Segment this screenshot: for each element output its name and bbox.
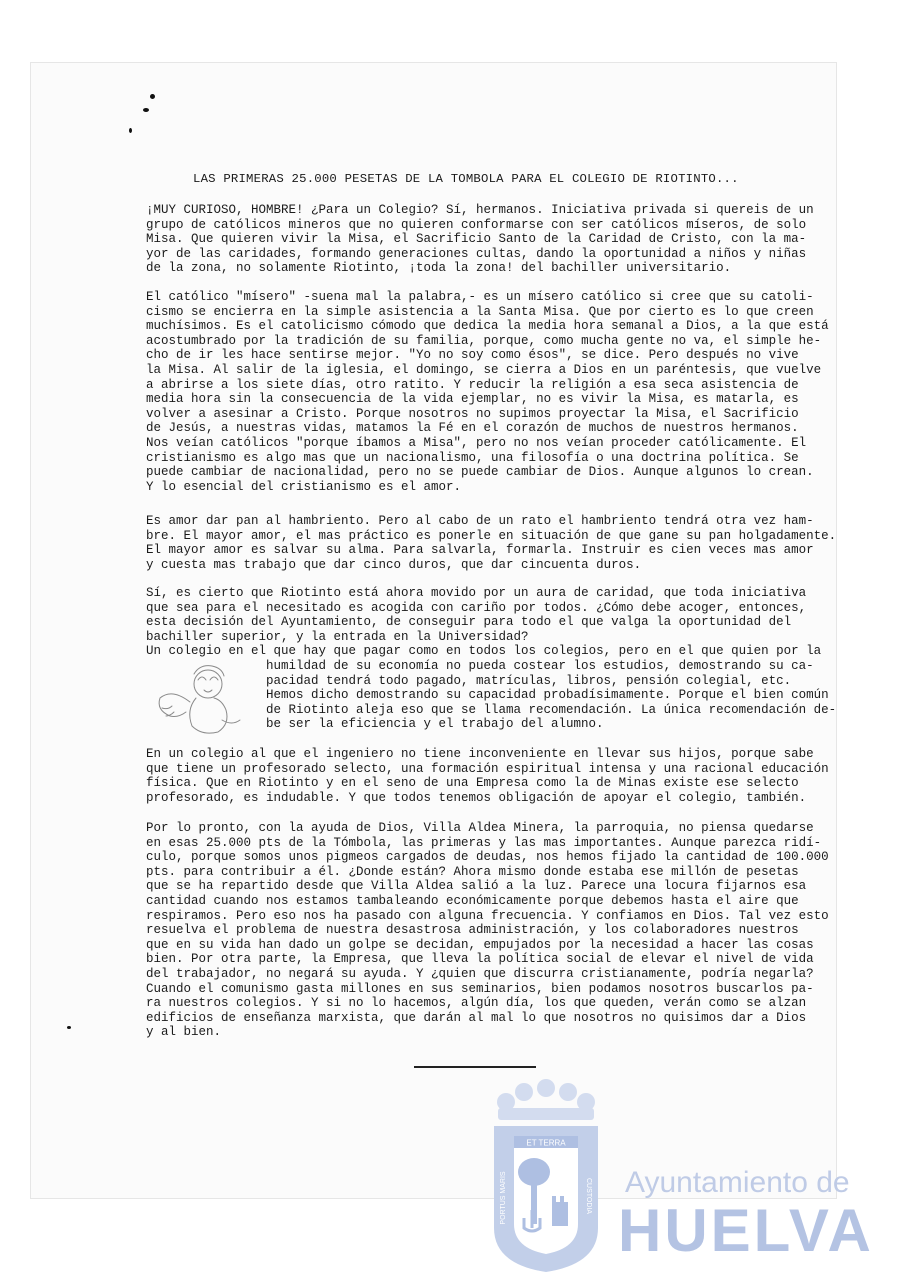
text-line: y al bien. — [146, 1025, 222, 1040]
text-line: del trabajador, no negará su ayuda. Y ¿quien que discurra cristianamente, podría negarla? — [146, 966, 814, 981]
text-line: profesorado, es indudable. Y que todos tenemos obligación de apoyar el colegio, también. — [146, 790, 807, 805]
text-line: pts. para contribuir a él. ¿Donde están? Ahora mismo donde estaba ese millón de pesetas — [146, 864, 799, 879]
text-line: ¡MUY CURIOSO, HOMBRE! ¿Para un Colegio? Sí, hermanos. Iniciativa privada si quereis de un — [146, 203, 814, 217]
text-line: Sí, es cierto que Riotinto está ahora movido por un aura de caridad, que toda iniciativa — [146, 586, 807, 600]
text-line: Cuando el comunismo gasta millones en sus seminarios, bien podamos nosotros buscarlos pa- — [146, 981, 814, 996]
text-line: pacidad tendrá todo pagado, matrículas, libros, pensión colegial, etc. — [266, 673, 792, 688]
text-line: que se ha repartido desde que Villa Aldea salió a la luz. Parece una locura fijarnos esa — [146, 879, 807, 894]
text-line: respiramos. Pero eso nos ha pasado con alguna frecuencia. Y confiamos en Dios. Tal vez esto — [146, 908, 829, 923]
text-line: Y lo esencial del cristianismo es el amor. — [146, 479, 462, 494]
text-line: de la zona, no solamente Riotinto, ¡toda la zona! del bachiller universitario. — [146, 261, 732, 276]
text-line: grupo de católicos mineros que no quieren conformarse con ser católicos míseros, de solo — [146, 217, 807, 232]
text-line: volver a asesinar a Cristo. Porque nosotros no supimos proyectar la Misa, el Sacrificio — [146, 406, 799, 421]
text-line: puede cambiar de nacionalidad, pero no se puede cambiar de Dios. Aunque algunos lo crean. — [146, 465, 814, 480]
text-line: ra nuestros colegios. Y si no lo hacemos, algún día, los que queden, verán como se alzan — [146, 996, 807, 1011]
text-line: cismo se encierra en la simple asistencia a la Santa Misa. Que por cierto es lo que creen — [146, 304, 814, 319]
paragraph — [146, 203, 826, 276]
text-line: En un colegio al que el ingeniero no tiene inconveniente en llevar sus hijos, porque sabe — [146, 747, 814, 761]
paragraph — [146, 586, 826, 659]
motto-text: ET TERRA — [526, 1138, 566, 1148]
text-line: resuelva el problema de nuestra desastrosa administración, y los colaboradores nuestros — [146, 923, 799, 938]
text-line: de Jesús, a nuestras vidas, matamos la Fé en el corazón de muchos de nuestros hermanos. — [146, 421, 799, 436]
text-line: esta decisión del Ayuntamiento, de conseguir para todo el que valga la oportunidad del — [146, 615, 792, 630]
cherub-drawing-icon — [150, 660, 260, 740]
text-line: be ser la eficiencia y el trabajo del alumno. — [266, 717, 604, 732]
text-line: bre. El mayor amor, el mas práctico es ponerle en situación de que gane su pan holgadamente. — [146, 528, 837, 543]
text-line: edificios de enseñanza marxista, que darán al mal lo que nosotros no quisimos dar a Dios — [146, 1010, 807, 1025]
text-line: en esas 25.000 pts de la Tómbola, las primeras y las mas importantes. Aunque parezca ridí- — [146, 835, 822, 850]
paragraph — [146, 747, 829, 805]
text-line: de Riotinto aleja eso que se llama recomendación. La única recomendación de- — [266, 702, 837, 717]
text-line: física. Que en Riotinto y en el seno de una Empresa como la de Minas existe ese selecto — [146, 776, 799, 791]
text-line: media hora sin la consecuencia de la vida ejemplar, no es vivir la Misa, es matarla, es — [146, 392, 799, 407]
text-line: Es amor dar pan al hambriento. Pero al cabo de un rato el hambriento tendrá otra vez ham- — [146, 514, 814, 528]
text-line: humildad de su economía no pueda costear los estudios, demostrando su ca- — [266, 659, 814, 673]
text-line: cho de ir les hace sentirse mejor. "Yo no soy como ésos", se dice. Pero después no vive — [146, 348, 799, 363]
text-line: muchísimos. Es el catolicismo cómodo que dedica la media hora semanal a Dios, a la que está — [146, 319, 829, 334]
text-line: El mayor amor es salvar su alma. Para salvarla, formarla. Instruir es cien veces mas amor — [146, 543, 814, 558]
paragraph — [146, 821, 829, 1040]
closing-rule — [414, 1066, 536, 1068]
left-band-text: PORTUS MARIS — [500, 1171, 507, 1225]
text-line: yor de las caridades, formando generaciones cultas, dando la oportunidad a niños y niñas — [146, 246, 807, 261]
ink-speck — [143, 108, 149, 112]
text-line: Hemos dicho demostrando su capacidad probadísimamente. Porque el bien común — [266, 688, 829, 703]
watermark-line-1: Ayuntamiento de — [625, 1166, 850, 1199]
paragraph — [146, 290, 829, 494]
text-line: Misa. Que quieren vivir la Misa, el Sacrificio Santo de la Caridad de Cristo, con la ma- — [146, 232, 807, 247]
text-line: que sea para el necesitado es acogida con cariño por todos. ¿Cómo debe acoger, entonces, — [146, 600, 807, 615]
text-line: bachiller superior, y la entrada en la Universidad? — [146, 629, 529, 644]
text-line: y cuesta mas trabajo que dar cinco duros, que dar cincuenta duros. — [146, 557, 642, 572]
text-line: que tiene un profesorado selecto, una formación espiritual intensa y una racional educación — [146, 761, 829, 776]
city-coat-of-arms-icon — [484, 1078, 608, 1274]
text-line: El católico "mísero" -suena mal la palabra,- es un mísero católico si cree que su catoli- — [146, 290, 814, 304]
text-line: Nos veían católicos "porque íbamos a Misa", pero no nos veían proceder católicamente. El — [146, 435, 807, 450]
ink-speck — [129, 128, 132, 133]
text-line: Por lo pronto, con la ayuda de Dios, Villa Aldea Minera, la parroquia, no piensa quedarse — [146, 821, 814, 835]
text-line: cantidad cuando nos estamos tambaleando económicamente porque debemos hasta el aire que — [146, 893, 799, 908]
paragraph — [146, 514, 837, 572]
text-line: bien. Por otra parte, la Empresa, que lleva la política social de elevar el nivel de vida — [146, 952, 814, 967]
text-line: que en su vida han dado un golpe se decidan, empujados por la necesidad a hacer las cosas — [146, 937, 814, 952]
document-title: LAS PRIMERAS 25.000 PESETAS DE LA TOMBOLA PARA EL COLEGIO DE RIOTINTO... — [193, 172, 739, 186]
text-line: Un colegio en el que hay que pagar como en todos los colegios, pero en el que quien por la — [146, 644, 822, 659]
text-line: a abrirse a los siete días, otro ratito. Y reducir la religión a esa seca asistencia de — [146, 377, 799, 392]
text-line: la Misa. Al salir de la iglesia, el domingo, se cierra a Dios en un paréntesis, que vuelve — [146, 362, 822, 377]
ink-speck — [150, 94, 155, 99]
text-line: acostumbrado por la tradición de su familia, porque, como mucha gente no va, el simple he- — [146, 333, 822, 348]
text-line: culo, porque somos unos pigmeos cargados de deudas, nos hemos fijado la cantidad de 100.000 — [146, 850, 829, 865]
watermark-line-2: HUELVA — [618, 1197, 874, 1264]
right-band-text: CUSTODIA — [585, 1177, 592, 1215]
ink-speck — [67, 1026, 71, 1029]
text-line: cristianismo es algo mas que un nacionalismo, una filosofía o una doctrina política. Se — [146, 450, 799, 465]
